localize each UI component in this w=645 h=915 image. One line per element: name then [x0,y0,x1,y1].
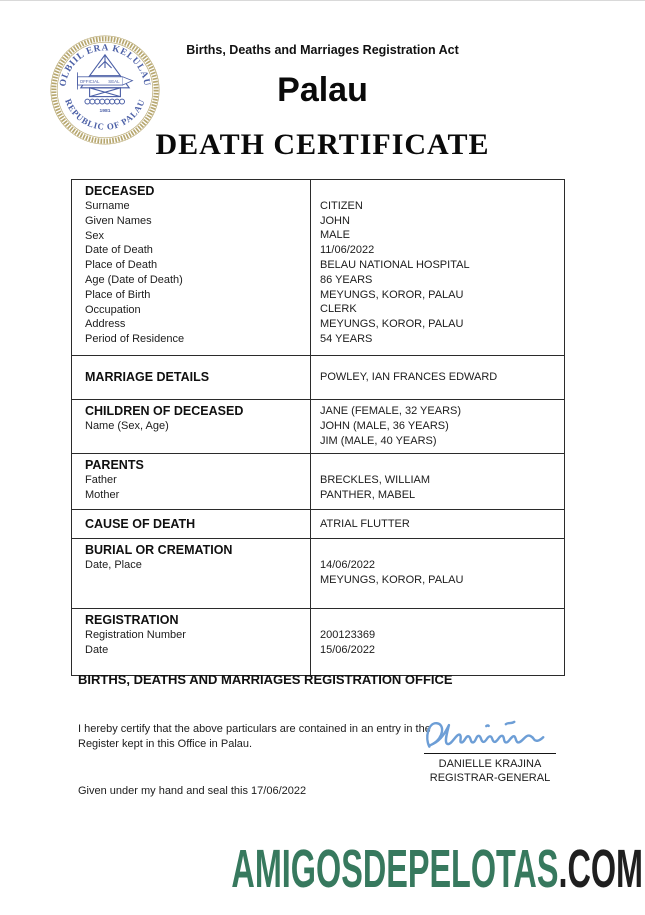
given-under-hand-text: Given under my hand and seal this 17/06/2022 [78,785,307,797]
field-value: 15/06/2022 [320,643,376,656]
field-value: ATRIAL FLUTTER [320,517,410,530]
marriage-value [311,356,565,400]
field-value: JOHN (MALE, 36 YEARS) [320,419,449,432]
seal-banner-official: OFFICIAL [79,78,100,84]
field-value: 200123369 [320,628,376,641]
field-label: Date of Death [85,244,153,257]
cause-label [72,510,311,539]
registration-labels [72,609,311,676]
field-value: CITIZEN [320,199,363,212]
cause-value [311,510,565,539]
registrar-name: DANIELLE KRAJINA [438,758,542,770]
seal-year: 1981 [99,109,111,114]
field-label: Age (Date of Death) [85,273,183,286]
field-label: Place of Birth [85,288,151,301]
section-cause [72,510,565,539]
field-label: Place of Death [85,259,158,272]
field-value: MEYUNGS, KOROR, PALAU [320,318,464,331]
field-value: POWLEY, IAN FRANCES EDWARD [320,371,498,384]
field-value: JIM (MALE, 40 YEARS) [320,434,437,447]
act-title: Births, Deaths and Marriages Registration Act [186,43,459,57]
registration-values [311,609,565,676]
section-title: REGISTRATION [85,613,179,627]
field-label: Date, Place [85,559,142,571]
site-watermark [231,839,643,899]
deceased-values [311,180,565,356]
parents-values [311,454,565,510]
field-value: 14/06/2022 [320,558,376,571]
field-value: JOHN [320,214,350,227]
field-value: BRECKLES, WILLIAM [320,473,431,486]
section-parents [72,454,565,510]
field-value: PANTHER, MABEL [320,488,416,501]
registrar-signature-icon [420,713,560,755]
burial-values [311,539,565,609]
field-label: Father [85,474,117,486]
seal-top-text: OLBIIL ERA KELULAU [58,43,152,88]
field-label: Period of Residence [85,333,185,346]
field-label: Name (Sex, Age) [85,420,169,432]
field-value: 86 YEARS [320,273,373,286]
field-value: MALE [320,229,350,242]
section-children [72,400,565,454]
seal-banner-seal: SEAL [108,78,120,84]
section-burial [72,539,565,609]
field-value: 54 YEARS [320,332,373,345]
field-label: Surname [85,200,130,212]
field-label: Registration Number [85,629,186,641]
registrar-title: REGISTRAR-GENERAL [429,772,551,784]
section-title: DECEASED [85,184,155,198]
burial-labels [72,539,311,609]
field-value: 11/06/2022 [320,244,375,257]
field-value: BELAU NATIONAL HOSPITAL [320,258,470,271]
section-title: PARENTS [85,458,144,472]
watermark-brand: AMIGOSDEPELOTAS [231,839,559,899]
field-label: Date [85,643,109,656]
field-value: MEYUNGS, KOROR, PALAU [320,573,464,586]
marriage-label [72,356,311,400]
field-label: Occupation [85,303,141,316]
field-label: Given Names [85,214,152,227]
section-title: CHILDREN OF DECEASED [85,404,244,418]
field-value: CLERK [320,303,357,316]
field-label: Mother [85,488,120,501]
document-title: DEATH CERTIFICATE [155,128,490,161]
deceased-labels [72,180,311,356]
parents-labels [72,454,311,510]
children-values [311,400,565,454]
section-registration [72,609,565,676]
children-labels [72,400,311,454]
watermark-tld: .COM [558,839,643,899]
country-title: Palau [277,71,368,109]
section-title: CAUSE OF DEATH [85,516,196,531]
certification-statement: I hereby certify that the above particulars are contained in an entry in the Register kept in this Office in Palau. [78,723,431,750]
field-label: Sex [85,229,104,242]
section-deceased [72,180,565,356]
registration-office-title: BIRTHS, DEATHS AND MARRIAGES REGISTRATION OFFICE [78,672,453,687]
field-label: Address [85,318,126,331]
certificate-table [71,179,565,676]
field-value: MEYUNGS, KOROR, PALAU [320,288,464,301]
section-title: BURIAL OR CREMATION [85,543,233,557]
seal-bottom-text: REPUBLIC OF PALAU [63,97,147,132]
section-marriage [72,356,565,400]
field-value: JANE (FEMALE, 32 YEARS) [320,405,462,417]
section-title: MARRIAGE DETAILS [85,370,210,384]
signature-line [424,753,556,754]
signature-block [412,713,568,785]
